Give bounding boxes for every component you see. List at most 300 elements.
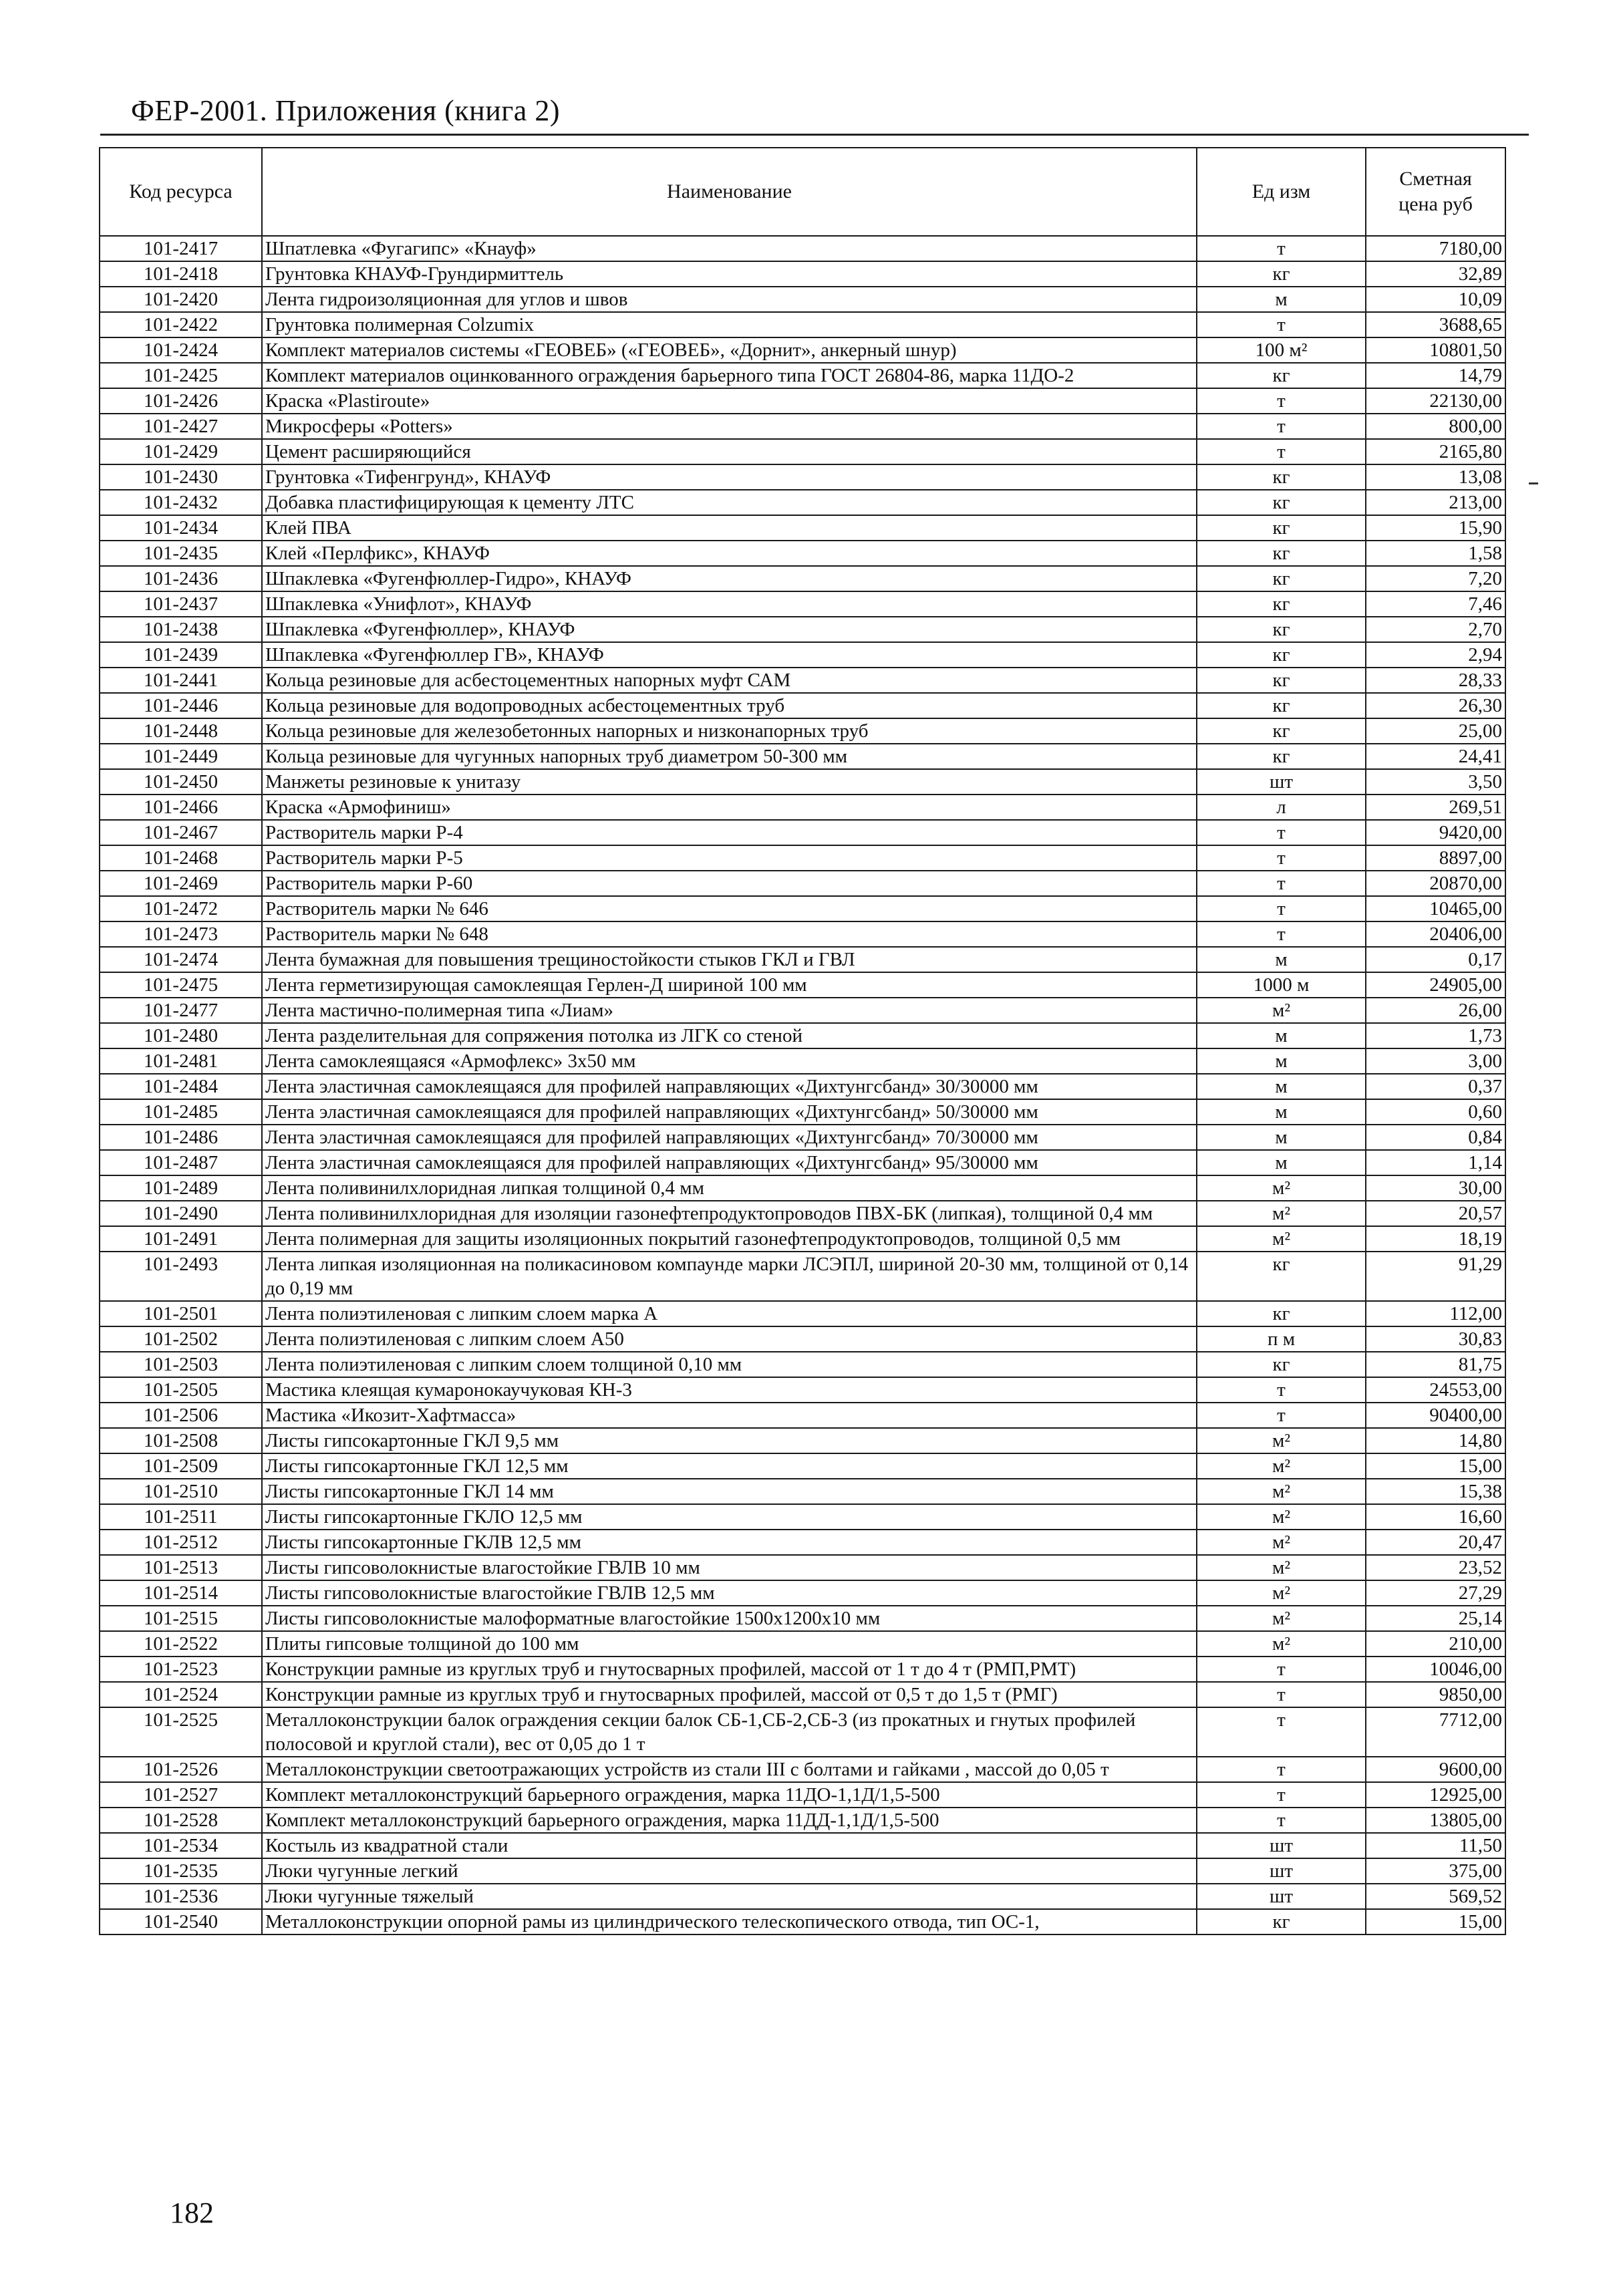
cell-unit: 100 м² [1197,337,1366,363]
cell-price: 7,20 [1366,566,1505,591]
cell-code: 101-2436 [100,566,262,591]
cell-code: 101-2468 [100,845,262,871]
cell-name: Клей ПВА [262,515,1197,541]
cell-unit: т [1197,1808,1366,1833]
table-row [100,998,1505,1023]
table-row [100,1606,1505,1631]
table-row [100,1023,1505,1048]
table-row [100,1150,1505,1175]
cell-name: Листы гипсокартонные ГКЛ 9,5 мм [262,1428,1197,1453]
cell-code: 101-2526 [100,1757,262,1782]
cell-name: Плиты гипсовые толщиной до 100 мм [262,1631,1197,1657]
cell-name: Комплект материалов системы «ГЕОВЕБ» («ГЕОВЕБ», «Дорнит», анкерный шнур) [262,337,1197,363]
cell-name: Микросферы «Potters» [262,414,1197,439]
cell-name: Шпатлевка «Фугагипс» «Кнауф» [262,236,1197,261]
cell-unit: кг [1197,515,1366,541]
cell-name: Листы гипсоволокнистые влагостойкие ГВЛВ 10 мм [262,1555,1197,1580]
cell-name: Кольца резиновые для железобетонных напорных и низконапорных труб [262,718,1197,744]
cell-unit: кг [1197,591,1366,617]
table-row [100,1504,1505,1530]
cell-name: Мастика клеящая кумаронокаучуковая КН-3 [262,1377,1197,1403]
cell-code: 101-2506 [100,1403,262,1428]
table-row [100,1125,1505,1150]
cell-code: 101-2515 [100,1606,262,1631]
table-row [100,1782,1505,1808]
cell-price: 10801,50 [1366,337,1505,363]
cell-unit: м² [1197,998,1366,1023]
cell-name: Кольца резиновые для асбестоцементных напорных муфт САМ [262,668,1197,693]
cell-code: 101-2430 [100,464,262,490]
table-row [100,845,1505,871]
cell-price: 8897,00 [1366,845,1505,871]
table-row [100,515,1505,541]
table-row [100,1226,1505,1252]
cell-price: 0,60 [1366,1099,1505,1125]
table-row [100,1453,1505,1479]
cell-code: 101-2450 [100,769,262,795]
cell-name: Лента эластичная самоклеящаяся для профилей направляющих «Дихтунгсбанд» 50/30000 мм [262,1099,1197,1125]
table-row [100,287,1505,312]
cell-unit: м [1197,1125,1366,1150]
table-row [100,1099,1505,1125]
table-row [100,1377,1505,1403]
cell-unit: кг [1197,718,1366,744]
cell-code: 101-2491 [100,1226,262,1252]
cell-unit: кг [1197,464,1366,490]
cell-code: 101-2429 [100,439,262,464]
cell-code: 101-2535 [100,1858,262,1884]
table-row [100,617,1505,642]
table-row [100,1580,1505,1606]
table-header-row [100,148,1505,236]
cell-price: 2165,80 [1366,439,1505,464]
table-row [100,312,1505,337]
cell-unit: 1000 м [1197,972,1366,998]
cell-price: 30,83 [1366,1326,1505,1352]
table-row [100,693,1505,718]
cell-code: 101-2426 [100,388,262,414]
cell-code: 101-2514 [100,1580,262,1606]
table-row [100,668,1505,693]
cell-name: Комплект металлоконструкций барьерного ограждения, марка 11ДД-1,1Д/1,5-500 [262,1808,1197,1833]
header-rule [100,134,1529,136]
cell-name: Шпаклевка «Фугенфюллер ГВ», КНАУФ [262,642,1197,668]
cell-price: 24,41 [1366,744,1505,769]
cell-price: 18,19 [1366,1226,1505,1252]
table-row [100,896,1505,921]
cell-unit: кг [1197,668,1366,693]
cell-price: 11,50 [1366,1833,1505,1858]
cell-name: Лента полиэтиленовая с липким слоем толщиной 0,10 мм [262,1352,1197,1377]
table-row [100,871,1505,896]
cell-name: Лента эластичная самоклеящаяся для профилей направляющих «Дихтунгсбанд» 30/30000 мм [262,1074,1197,1099]
cell-price: 22130,00 [1366,388,1505,414]
table-row [100,337,1505,363]
cell-price: 26,00 [1366,998,1505,1023]
cell-code: 101-2503 [100,1352,262,1377]
cell-name: Растворитель марки № 648 [262,921,1197,947]
cell-name: Мастика «Икозит-Хафтмасса» [262,1403,1197,1428]
table-row [100,1530,1505,1555]
cell-price: 2,94 [1366,642,1505,668]
cell-unit: т [1197,1757,1366,1782]
cell-unit: кг [1197,261,1366,287]
cell-code: 101-2490 [100,1201,262,1226]
cell-code: 101-2439 [100,642,262,668]
cell-code: 101-2523 [100,1657,262,1682]
cell-code: 101-2505 [100,1377,262,1403]
page-number: 182 [170,2196,214,2229]
cell-code: 101-2536 [100,1884,262,1909]
cell-unit: м [1197,947,1366,972]
cell-price: 26,30 [1366,693,1505,718]
table-row [100,718,1505,744]
cell-unit: кг [1197,1301,1366,1326]
cell-code: 101-2501 [100,1301,262,1326]
cell-code: 101-2422 [100,312,262,337]
cell-price: 12925,00 [1366,1782,1505,1808]
cell-unit: т [1197,845,1366,871]
cell-code: 101-2511 [100,1504,262,1530]
cell-unit: м² [1197,1428,1366,1453]
cell-name: Лента мастично-полимерная типа «Лиам» [262,998,1197,1023]
cell-price: 0,84 [1366,1125,1505,1150]
cell-name: Растворитель марки Р-60 [262,871,1197,896]
cell-unit: т [1197,1403,1366,1428]
cell-price: 7,46 [1366,591,1505,617]
cell-unit: т [1197,414,1366,439]
cell-unit: м² [1197,1606,1366,1631]
cell-price: 32,89 [1366,261,1505,287]
cell-code: 101-2473 [100,921,262,947]
cell-code: 101-2477 [100,998,262,1023]
cell-price: 210,00 [1366,1631,1505,1657]
cell-name: Лента разделительная для сопряжения потолка из ЛГК со стеной [262,1023,1197,1048]
cell-unit: кг [1197,1909,1366,1934]
cell-code: 101-2475 [100,972,262,998]
cell-code: 101-2449 [100,744,262,769]
cell-price: 14,79 [1366,363,1505,388]
cell-unit: т [1197,439,1366,464]
cell-unit: кг [1197,363,1366,388]
cell-name: Конструкции рамные из круглых труб и гнутосварных профилей, массой от 0,5 т до 1,5 т (РМГ) [262,1682,1197,1707]
cell-code: 101-2432 [100,490,262,515]
cell-price: 15,00 [1366,1453,1505,1479]
cell-unit: т [1197,236,1366,261]
table-row [100,1252,1505,1301]
cell-price: 25,14 [1366,1606,1505,1631]
cell-price: 10,09 [1366,287,1505,312]
resource-price-table [99,147,1506,1935]
cell-unit: м² [1197,1479,1366,1504]
cell-unit: м² [1197,1201,1366,1226]
cell-name: Люки чугунные тяжелый [262,1884,1197,1909]
cell-price: 15,90 [1366,515,1505,541]
table-row [100,744,1505,769]
cell-unit: м [1197,1074,1366,1099]
cell-unit: т [1197,1657,1366,1682]
cell-price: 90400,00 [1366,1403,1505,1428]
cell-unit: т [1197,312,1366,337]
cell-price: 0,17 [1366,947,1505,972]
cell-code: 101-2524 [100,1682,262,1707]
cell-unit: шт [1197,1884,1366,1909]
table-row [100,1175,1505,1201]
table-row [100,972,1505,998]
table-row [100,541,1505,566]
table-row [100,1555,1505,1580]
table-row [100,1352,1505,1377]
cell-price: 3,00 [1366,1048,1505,1074]
table-row [100,1074,1505,1099]
cell-price: 3688,65 [1366,312,1505,337]
cell-code: 101-2434 [100,515,262,541]
cell-code: 101-2425 [100,363,262,388]
cell-name: Металлоконструкции балок ограждения секции балок СБ-1,СБ-2,СБ-3 (из прокатных и гнутых профилей полосовой и круглой стали), вес от 0,05 до 1 т [262,1707,1197,1757]
column-header-unit: Ед изм [1197,148,1366,236]
cell-price: 7712,00 [1366,1707,1505,1757]
table-row [100,1201,1505,1226]
cell-unit: т [1197,896,1366,921]
cell-name: Грунтовка «Тифенгрунд», КНАУФ [262,464,1197,490]
cell-name: Лента эластичная самоклеящаяся для профилей направляющих «Дихтунгсбанд» 70/30000 мм [262,1125,1197,1150]
cell-name: Металлоконструкции светоотражающих устройств из стали III с болтами и гайками , массой до 0,05 т [262,1757,1197,1782]
cell-name: Манжеты резиновые к унитазу [262,769,1197,795]
cell-price: 375,00 [1366,1858,1505,1884]
cell-price: 10046,00 [1366,1657,1505,1682]
cell-price: 7180,00 [1366,236,1505,261]
cell-name: Конструкции рамные из круглых труб и гнутосварных профилей, массой от 1 т до 4 т (РМП,РМТ) [262,1657,1197,1682]
cell-unit: шт [1197,1858,1366,1884]
cell-unit: м² [1197,1175,1366,1201]
cell-name: Кольца резиновые для чугунных напорных труб диаметром 50-300 мм [262,744,1197,769]
cell-unit: т [1197,1707,1366,1757]
cell-code: 101-2525 [100,1707,262,1757]
cell-name: Листы гипсокартонные ГКЛВ 12,5 мм [262,1530,1197,1555]
column-header-price [1366,148,1505,236]
cell-price: 800,00 [1366,414,1505,439]
cell-code: 101-2509 [100,1453,262,1479]
cell-unit: т [1197,921,1366,947]
table-row [100,414,1505,439]
cell-unit: м [1197,1048,1366,1074]
cell-name: Листы гипсокартонные ГКЛ 14 мм [262,1479,1197,1504]
cell-price: 10465,00 [1366,896,1505,921]
cell-unit: т [1197,1377,1366,1403]
table-row [100,464,1505,490]
cell-code: 101-2481 [100,1048,262,1074]
cell-price: 1,14 [1366,1150,1505,1175]
table-row [100,1631,1505,1657]
table-row [100,1884,1505,1909]
cell-unit: м² [1197,1530,1366,1555]
cell-unit: т [1197,1682,1366,1707]
cell-code: 101-2508 [100,1428,262,1453]
cell-price: 3,50 [1366,769,1505,795]
cell-unit: м² [1197,1453,1366,1479]
cell-code: 101-2484 [100,1074,262,1099]
cell-name: Листы гипсоволокнистые малоформатные влагостойкие 1500х1200х10 мм [262,1606,1197,1631]
cell-price: 91,29 [1366,1252,1505,1301]
table-row [100,591,1505,617]
table-row [100,1301,1505,1326]
cell-name: Кольца резиновые для водопроводных асбестоцементных труб [262,693,1197,718]
page-header-title: ФЕР-2001. Приложения (книга 2) [131,94,560,127]
cell-name: Растворитель марки № 646 [262,896,1197,921]
cell-name: Клей «Перлфикс», КНАУФ [262,541,1197,566]
table-row [100,642,1505,668]
cell-price: 28,33 [1366,668,1505,693]
table-row [100,439,1505,464]
cell-price: 0,37 [1366,1074,1505,1099]
cell-price: 23,52 [1366,1555,1505,1580]
cell-unit: шт [1197,1833,1366,1858]
cell-name: Лента полиэтиленовая с липким слоем А50 [262,1326,1197,1352]
cell-unit: м² [1197,1631,1366,1657]
cell-code: 101-2489 [100,1175,262,1201]
cell-unit: м [1197,1150,1366,1175]
cell-unit: кг [1197,566,1366,591]
cell-name: Костыль из квадратной стали [262,1833,1197,1858]
cell-name: Растворитель марки Р-4 [262,820,1197,845]
cell-unit: кг [1197,541,1366,566]
table-row [100,566,1505,591]
column-header-name: Наименование [262,148,1197,236]
table-row [100,1326,1505,1352]
table-row [100,363,1505,388]
cell-price: 16,60 [1366,1504,1505,1530]
cell-code: 101-2487 [100,1150,262,1175]
cell-name: Лента эластичная самоклеящаяся для профилей направляющих «Дихтунгсбанд» 95/30000 мм [262,1150,1197,1175]
table-row [100,490,1505,515]
cell-code: 101-2527 [100,1782,262,1808]
cell-price: 15,38 [1366,1479,1505,1504]
cell-price: 25,00 [1366,718,1505,744]
cell-code: 101-2485 [100,1099,262,1125]
table-row [100,1909,1505,1934]
cell-name: Лента полиэтиленовая с липким слоем марка А [262,1301,1197,1326]
cell-code: 101-2427 [100,414,262,439]
table-row [100,1479,1505,1504]
cell-code: 101-2418 [100,261,262,287]
cell-price: 20406,00 [1366,921,1505,947]
column-header-code: Код ресурса [100,148,262,236]
cell-unit: м² [1197,1226,1366,1252]
cell-price: 2,70 [1366,617,1505,642]
cell-price: 112,00 [1366,1301,1505,1326]
cell-name: Люки чугунные легкий [262,1858,1197,1884]
table-row [100,1833,1505,1858]
cell-code: 101-2424 [100,337,262,363]
cell-code: 101-2435 [100,541,262,566]
cell-price: 1,58 [1366,541,1505,566]
cell-unit: кг [1197,1252,1366,1301]
cell-name: Лента герметизирующая самоклеящая Герлен-Д шириной 100 мм [262,972,1197,998]
table-row [100,820,1505,845]
cell-code: 101-2441 [100,668,262,693]
cell-price: 213,00 [1366,490,1505,515]
cell-name: Грунтовка полимерная Colzumix [262,312,1197,337]
cell-code: 101-2512 [100,1530,262,1555]
cell-price: 24905,00 [1366,972,1505,998]
cell-code: 101-2510 [100,1479,262,1504]
cell-name: Металлоконструкции опорной рамы из цилиндрического телескопического отвода, тип ОС-1, [262,1909,1197,1934]
table-row [100,921,1505,947]
table-row [100,236,1505,261]
cell-name: Лента бумажная для повышения трещиностойкости стыков ГКЛ и ГВЛ [262,947,1197,972]
cell-unit: м² [1197,1555,1366,1580]
cell-code: 101-2502 [100,1326,262,1352]
table-row [100,388,1505,414]
cell-code: 101-2528 [100,1808,262,1833]
cell-code: 101-2486 [100,1125,262,1150]
cell-name: Цемент расширяющийся [262,439,1197,464]
cell-unit: л [1197,795,1366,820]
cell-code: 101-2437 [100,591,262,617]
cell-code: 101-2472 [100,896,262,921]
table-row [100,1657,1505,1682]
cell-unit: кг [1197,642,1366,668]
cell-unit: шт [1197,769,1366,795]
cell-name: Лента полимерная для защиты изоляционных покрытий газонефтепродуктопроводов, толщиной 0,5 мм [262,1226,1197,1252]
cell-price: 1,73 [1366,1023,1505,1048]
cell-unit: кг [1197,744,1366,769]
cell-code: 101-2493 [100,1252,262,1301]
cell-name: Листы гипсоволокнистые влагостойкие ГВЛВ 12,5 мм [262,1580,1197,1606]
cell-unit: кг [1197,490,1366,515]
table-row [100,261,1505,287]
cell-unit: м² [1197,1504,1366,1530]
cell-name: Шпаклевка «Фугенфюллер», КНАУФ [262,617,1197,642]
cell-name: Шпаклевка «Фугенфюллер-Гидро», КНАУФ [262,566,1197,591]
cell-name: Лента гидроизоляционная для углов и швов [262,287,1197,312]
cell-name: Лента липкая изоляционная на поликасиновом компаунде марки ЛСЭПЛ, шириной 20-30 мм, толщиной от 0,14 до 0,19 мм [262,1252,1197,1301]
cell-code: 101-2438 [100,617,262,642]
cell-price: 13,08 [1366,464,1505,490]
cell-name: Лента поливинилхлоридная для изоляции газонефтепродуктопроводов ПВХ-БК (липкая), толщиной 0,4 мм [262,1201,1197,1226]
table-row [100,1428,1505,1453]
table-row [100,1757,1505,1782]
cell-price: 13805,00 [1366,1808,1505,1833]
cell-unit: кг [1197,617,1366,642]
cell-price: 9600,00 [1366,1757,1505,1782]
cell-unit: м² [1197,1580,1366,1606]
table-row [100,1403,1505,1428]
cell-code: 101-2522 [100,1631,262,1657]
cell-unit: м [1197,1099,1366,1125]
cell-unit: п м [1197,1326,1366,1352]
cell-name: Лента самоклеящаяся «Армофлекс» 3х50 мм [262,1048,1197,1074]
cell-name: Комплект материалов оцинкованного ограждения барьерного типа ГОСТ 26804-86, марка 11ДО-2 [262,363,1197,388]
cell-name: Добавка пластифицирующая к цементу ЛТС [262,490,1197,515]
cell-code: 101-2513 [100,1555,262,1580]
cell-unit: т [1197,388,1366,414]
cell-name: Краска «Plastiroute» [262,388,1197,414]
cell-unit: м [1197,1023,1366,1048]
cell-price: 15,00 [1366,1909,1505,1934]
cell-code: 101-2540 [100,1909,262,1934]
cell-price: 20,47 [1366,1530,1505,1555]
cell-code: 101-2417 [100,236,262,261]
cell-code: 101-2420 [100,287,262,312]
cell-code: 101-2474 [100,947,262,972]
cell-name: Листы гипсокартонные ГКЛ 12,5 мм [262,1453,1197,1479]
cell-name: Растворитель марки Р-5 [262,845,1197,871]
cell-unit: т [1197,871,1366,896]
table-row [100,947,1505,972]
table-row [100,1858,1505,1884]
cell-code: 101-2469 [100,871,262,896]
